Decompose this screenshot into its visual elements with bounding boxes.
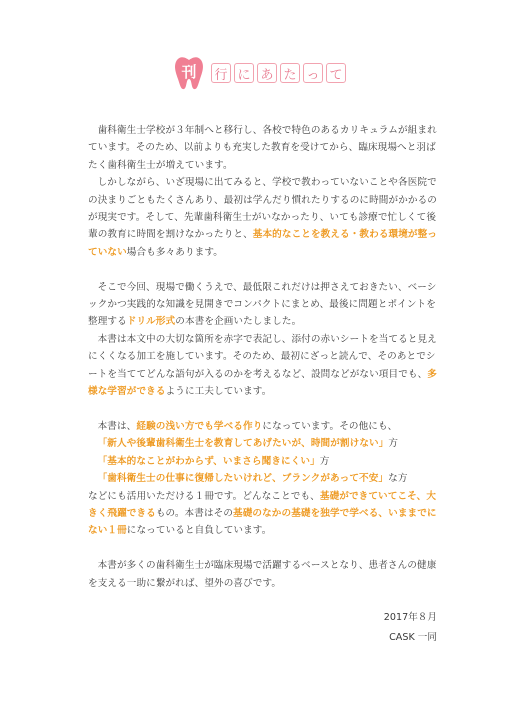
paragraph: 本書は、経験の浅い方でも学べる作りになっています。その他にも、 (97, 420, 398, 432)
list-line: 「歯科衛生士の仕事に復帰したいけれど、ブランクがあって不安」な方 (97, 473, 408, 485)
highlight: ドリル形式 (126, 316, 176, 328)
highlight: 「歯科衛生士の仕事に復帰したいけれど、ブランクがあって不安」 (97, 473, 389, 485)
heading-first-char: 刊 (181, 63, 197, 81)
paragraph: しかしながら、いざ現場に出てみると、学校で教わっていないことや各医院での決まりごともたくさんあり、最初は学んだり慣れたりするのに時間がかかるのが現実です。そして、先輩歯科衛生士がいなかったり、いても診療で忙しくて後輩の教育に時間を割けなかったりと、基本的なことを教える・教わる環境が整っていない場合も多々あります。 (88, 177, 437, 258)
heading-char: あ (257, 63, 277, 83)
heading-char: っ (303, 63, 323, 83)
signature-author: CASK 一同 (389, 632, 437, 643)
highlight: 基礎ができていてこそ、大きく飛躍できる (88, 490, 437, 519)
heading-char: に (234, 63, 254, 83)
list-line: 「新人や後輩歯科衛生士を教育してあげたいが、時間が割けない」方 (97, 438, 399, 450)
highlight: 基礎のなかの基礎を独学で学べる、いままでにない１冊 (88, 507, 437, 537)
heading-char: た (280, 63, 300, 83)
highlight: 「基本的なことがわからず、いまさら聞きにくい」 (97, 455, 320, 467)
heading-char: 行 (211, 63, 231, 83)
highlight: 多様な学習ができる (88, 368, 437, 398)
paragraph: 歯科衛生士学校が３年制へと移行し、各校で特色のあるカリキュラムが組まれています。そのため、以前よりも充実した教育を受けてから、臨床現場へと羽ばたく歯科衛生士が増えています。 (88, 125, 437, 171)
paragraph: 本書は本文中の大切な箇所を赤字で表記し、添付の赤いシートを当てると見えにくくなる加工を施しています。そのため、最初にざっと読んで、そのあとでシートを当ててどんな語句が入るのかを考えるなど、設問などがない項目でも、多様な学習ができるように工夫しています。 (88, 333, 437, 398)
heading (172, 58, 346, 88)
highlight: 基本的なことを教える・教わる環境が整っていない (88, 229, 437, 258)
preface-body (88, 122, 438, 592)
paragraph: 本書が多くの歯科衛生士が臨床現場で活躍するベースとなり、患者さんの健康を支える一助に繋がれば、望外の喜びです。 (88, 560, 437, 589)
paragraph: などにも活用いただける１冊です。どんなことでも、基礎ができていてこそ、大きく飛躍できるもの。本書はその基礎のなかの基礎を独学で学べる、いままでにない１冊になっていると自負しています。 (88, 490, 437, 537)
highlight: 「新人や後輩歯科衛生士を教育してあげたいが、時間が割けない」 (97, 438, 389, 450)
tooth-icon (172, 55, 206, 91)
heading-char: て (326, 63, 346, 83)
signature-date: 2017年８月 (383, 612, 437, 623)
highlight: 経験の浅い方でも学べる作り (136, 420, 263, 432)
signature (384, 608, 437, 648)
paragraph: そこで今回、現場で働くうえで、最低限これだけは押さえておきたい、ベーシックかつ実践的な知識を見開きでコンパクトにまとめ、最後に問題とポイントを整理するドリル形式の本書を企画いたしました。 (88, 281, 437, 328)
list-line: 「基本的なことがわからず、いまさら聞きにくい」方 (97, 455, 330, 467)
